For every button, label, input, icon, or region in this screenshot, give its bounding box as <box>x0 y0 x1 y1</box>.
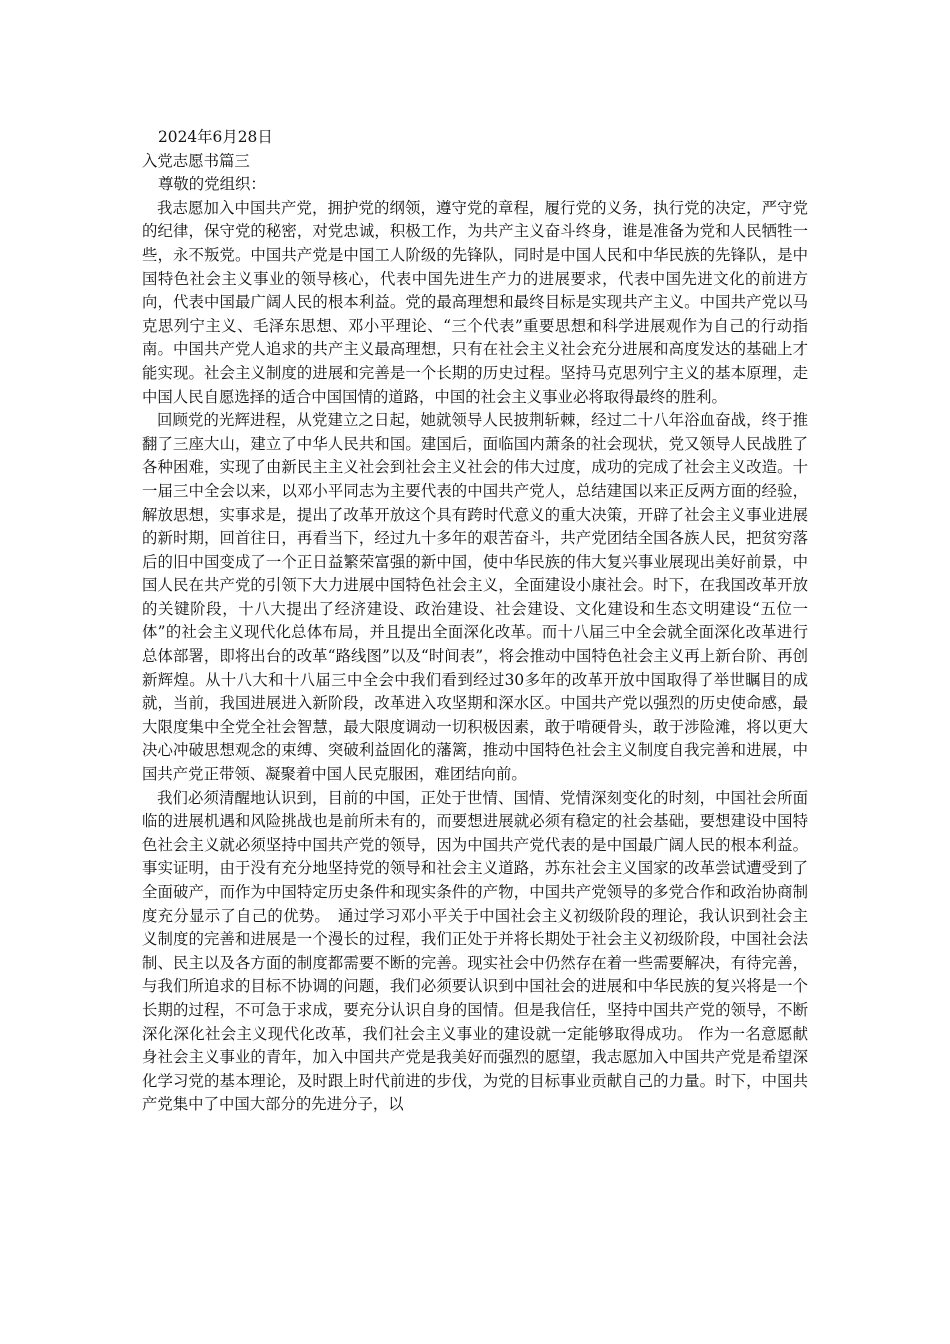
paragraph-2: 回顾党的光辉进程，从党建立之日起，她就领导人民披荆斩棘，经过二十八年浴血奋战，终于推翻了三座大山，建立了中华人民共和国。建国后，面临国内萧条的社会现状，党又领导人民战胜了各种困难，实现了由新民主主义社会到社会主义社会的伟大过度，成功的完成了社会主义改造。十一届三中全会以来，以邓小平同志为主要代表的中国共产党人，总结建国以来正反两方面的经验，解放思想，实事求是，提出了改革开放这个具有跨时代意义的重大决策，开辟了社会主义事业进展的新时期，回首往日，再看当下，经过九十多年的艰苦奋斗，共产党团结全国各族人民，把贫穷落后的旧中国变成了一个正日益繁荣富强的新中国，使中华民族的伟大复兴事业展现出美好前景，中国人民在共产党的引领下大力进展中国特色社会主义，全面建设小康社会。时下，在我国改革开放的关键阶段，十八大提出了经济建设、政治建设、社会建设、文化建设和生态文明建设“五位一体”的社会主义现代化总体布局，并且提出全面深化改革。而十八届三中全会就全面深化改革进行总体部署，即将出台的改革“路线图”以及“时间表”，将会推动中国特色社会主义再上新台阶、再创新辉煌。从十八大和十八届三中全会中我们看到经过30多年的改革开放中国取得了举世瞩目的成就，当前，我国进展进入新阶段，改革进入攻坚期和深水区。中国共产党以强烈的历史使命感，最大限度集中全党全社会智慧，最大限度调动一切积极因素，敢于啃硬骨头，敢于涉险滩，将以更大决心冲破思想观念的束缚、突破利益固化的藩篱，推动中国特色社会主义制度自我完善和进展，中国共产党正带领、凝聚着中国人民克服困，难团结向前。 <box>142 411 808 784</box>
paragraph-3: 我们必须清醒地认识到，目前的中国，正处于世情、国情、党情深刻变化的时刻，中国社会所面临的进展机遇和风险挑战也是前所未有的，而要想进展就必须有稳定的社会基础，要想建设中国特色社会主义就必须坚持中国共产党的领导，因为中国共产党代表的是中国最广阔人民的根本利益。事实证明，由于没有充分地坚持党的领导和社会主义道路，苏东社会主义国家的改革尝试遭受到了全面破产，而作为中国特定历史条件和现实条件的产物，中国共产党领导的多党合作和政治协商制度充分显示了自己的优势。 通过学习邓小平关于中国社会主义初级阶段的理论，我认识到社会主义制度的完善和进展是一个漫长的过程，我们正处于并将长期处于社会主义初级阶段，中国社会法制、民主以及各方面的制度都需要不断的完善。现实社会中仍然存在着一些需要解决，有待完善，与我们所追求的目标不协调的问题，我们必须要认识到中国社会的进展和中华民族的复兴将是一个长期的过程，不可急于求成，要充分认识自身的国情。但是我信任，坚持中国共产党的领导，不断深化深化社会主义现代化改革，我们社会主义事业的建设就一定能够取得成功。 作为一名意愿献身社会主义事业的青年，加入中国共产党是我美好而强烈的愿望，我志愿加入中国共产党是希望深化学习党的基本理论，及时跟上时代前进的步伐，为党的目标事业贡献自己的力量。时下，中国共产党集中了中国大部分的先进分子，以 <box>142 788 808 1114</box>
document-body <box>142 126 808 1117</box>
document-title: 入党志愿书篇三 <box>142 151 250 170</box>
paragraph-1: 我志愿加入中国共产党，拥护党的纲领，遵守党的章程，履行党的义务，执行党的决定，严守党的纪律，保守党的秘密，对党忠诚，积极工作，为共产主义奋斗终身，谁是准备为党和人民牺牲一些，永不叛党。中国共产党是中国工人阶级的先锋队，同时是中国人民和中华民族的先锋队，是中国特色社会主义事业的领导核心，代表中国先进生产力的进展要求，代表中国先进文化的前进方向，代表中国最广阔人民的根本利益。党的最高理想和最终目标是实现共产主义。中国共产党以马克思列宁主义、毛泽东思想、邓小平理论、“三个代表”重要思想和科学进展观作为自己的行动指南。中国共产党人追求的共产主义最高理想，只有在社会主义社会充分进展和高度发达的基础上才能实现。社会主义制度的进展和完善是一个长期的历史过程。坚持马克思列宁主义的基本原理，走中国人民自愿选择的适合中国国情的道路，中国的社会主义事业必将取得最终的胜利。 <box>142 198 808 406</box>
document-date: 2024年6月28日 <box>158 128 273 146</box>
salutation: 尊敬的党组织： <box>158 175 266 194</box>
